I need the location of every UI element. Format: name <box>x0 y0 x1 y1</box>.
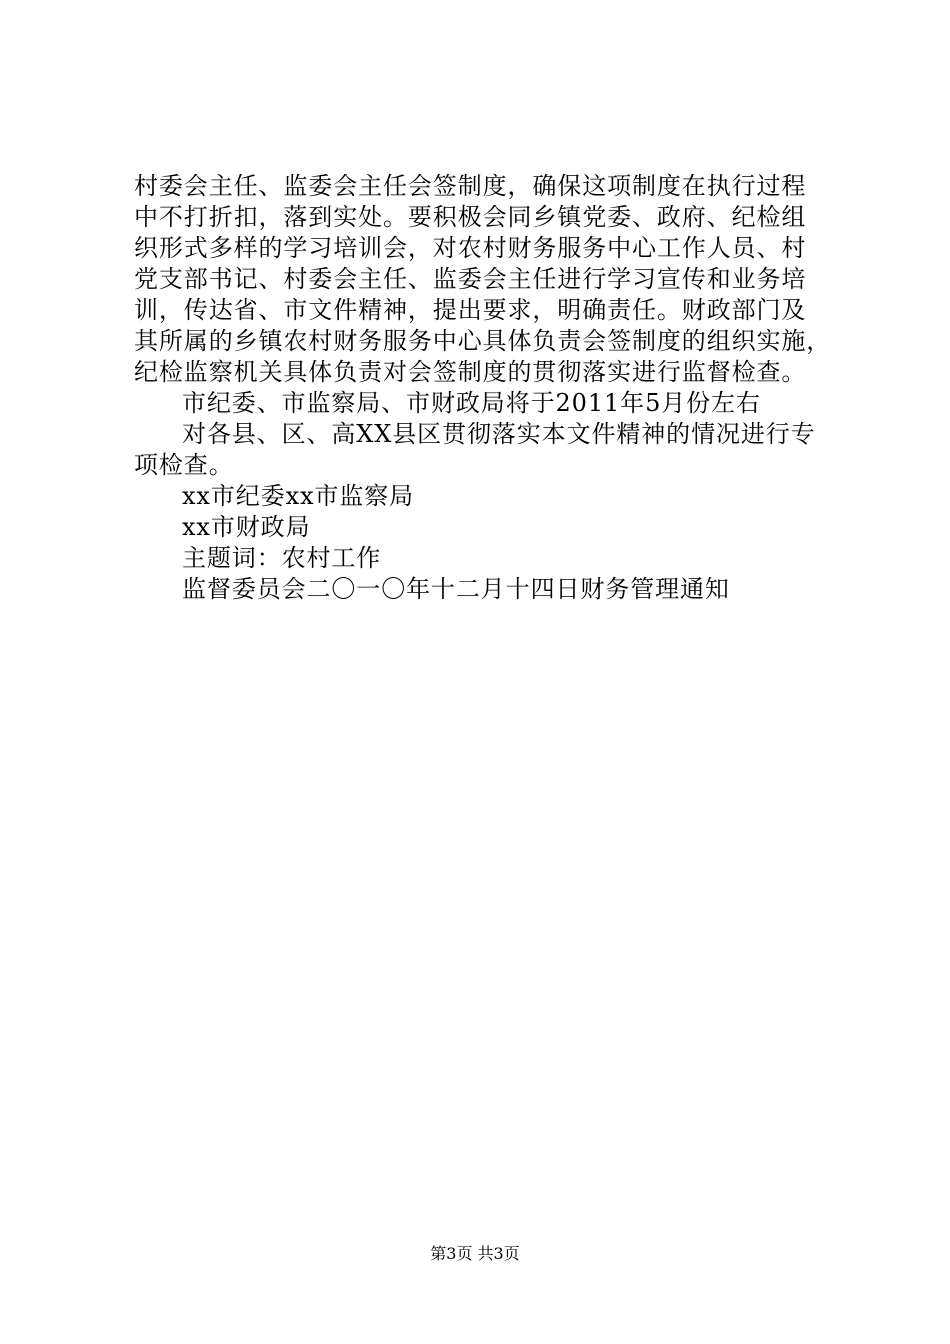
signature-issuers: xx市纪委xx市监察局 <box>182 482 415 510</box>
subject-words: 主题词：农村工作 <box>182 544 382 572</box>
paragraph-line: 党支部书记、村委会主任、监委会主任进行学习宣传和业务培 <box>134 265 807 293</box>
paragraph-line: 纪检监察机关具体负责对会签制度的贯彻落实进行监督检查。 <box>134 358 807 386</box>
paragraph-line: 项检查。 <box>134 451 234 479</box>
paragraph-line: 对各县、区、高XX县区贯彻落实本文件精神的情况进行专 <box>182 420 816 448</box>
closing-line: 监督委员会二〇一〇年十二月十四日财务管理通知 <box>182 575 730 603</box>
page-number-footer: 第3页 共3页 <box>430 1244 520 1263</box>
signature-finance-bureau: xx市财政局 <box>182 513 311 541</box>
paragraph-line: 织形式多样的学习培训会，对农村财务服务中心工作人员、村 <box>134 234 807 262</box>
paragraph-line: 村委会主任、监委会主任会签制度，确保这项制度在执行过程 <box>134 172 807 200</box>
inspection-schedule-line: 市纪委、市监察局、市财政局将于2011年5月份左右 <box>182 389 761 417</box>
paragraph-line: 其所属的乡镇农村财务服务中心具体负责会签制度的组织实施， <box>134 327 832 355</box>
paragraph-line: 训，传达省、市文件精神，提出要求，明确责任。财政部门及 <box>134 296 807 324</box>
paragraph-line: 中不打折扣，落到实处。要积极会同乡镇党委、政府、纪检组 <box>134 203 807 231</box>
document-body <box>134 171 834 605</box>
